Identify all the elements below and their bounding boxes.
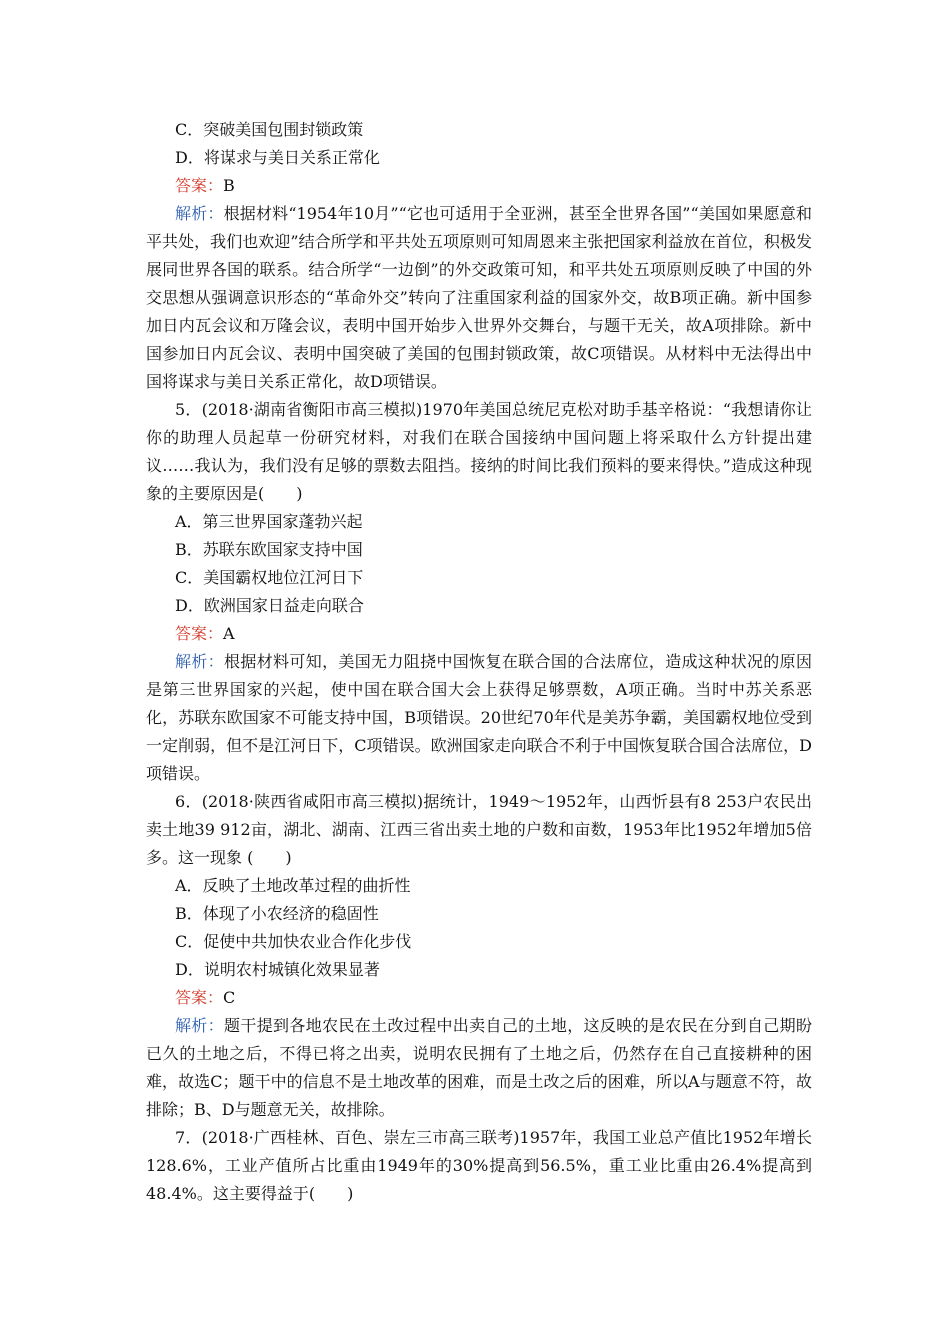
analysis-text: 根据材料“1954年10月”“它也可适用于全亚洲，甚至全世界各国”“美国如果愿意和平共处，我们也欢迎”结合所学和平共处五项原则可知周恩来主张把国家利益放在首位，积极发展同世界各国的联系。结合所学“一边倒”的外交政策可知，和平共处五项原则反映了中国的外交思想从强调意识形态的“革命外交”转向了注重国家利益的国家外交，故B项正确。新中国参加日内瓦会议和万隆会议，表明中国开始步入世界外交舞台，与题干无关，故A项排除。新中国参加日内瓦会议、表明中国突破了美国的包围封锁政策，故C项错误。从材料中无法得出中国将谋求与美日关系正常化，故D项错误。 (146, 204, 812, 391)
analysis-label: 解析： (175, 204, 224, 223)
q6-option-b: B．体现了小农经济的稳固性 (175, 904, 379, 923)
analysis-text: 题干提到各地农民在土改过程中出卖自己的土地，这反映的是农民在分到自己期盼已久的土地之后，不得已将之出卖，说明农民拥有了土地之后，仍然存在自己直接耕种的困难，故选C；题干中的信息不是土地改革的困难，而是土改之后的困难，所以A与题意不符，故排除；B、D与题意无关，故排除。 (146, 1016, 812, 1119)
q4-analysis (146, 200, 812, 396)
q6-option-d: D．说明农村城镇化效果显著 (175, 960, 380, 979)
analysis-text: 根据材料可知，美国无力阻挠中国恢复在联合国的合法席位，造成这种状况的原因是第三世界国家的兴起，使中国在联合国大会上获得足够票数，A项正确。当时中苏关系恶化，苏联东欧国家不可能支持中国，B项错误。20世纪70年代是美苏争霸，美国霸权地位受到一定削弱，但不是江河日下，C项错误。欧洲国家走向联合不利于中国恢复联合国合法席位，D项错误。 (146, 652, 812, 783)
q6-option-c: C．促使中共加快农业合作化步伐 (175, 932, 412, 951)
q7-stem: 7．(2018·广西桂林、百色、崇左三市高三联考)1957年，我国工业总产值比1952年增长128.6%，工业产值所占比重由1949年的30%提高到56.5%，重工业比重由26.4%提高到48.4%。这主要得益于( ) (146, 1128, 812, 1203)
q6-stem: 6．(2018·陕西省咸阳市高三模拟)据统计，1949～1952年，山西忻县有8 253户农民出卖土地39 912亩，湖北、湖南、江西三省出卖土地的户数和亩数，1953年比1952年增加5倍多。这一现象 ( ) (146, 792, 812, 867)
q5-answer (146, 620, 812, 648)
q4-option-d: D．将谋求与美日关系正常化 (175, 148, 380, 167)
answer-value: A (223, 624, 235, 643)
q4-option-c: C．突破美国包围封锁政策 (175, 120, 364, 139)
q5-option-d: D．欧洲国家日益走向联合 (175, 596, 364, 615)
q6-option-a: A．反映了土地改革过程的曲折性 (175, 876, 411, 895)
answer-label: 答案： (175, 176, 224, 195)
answer-value: B (223, 176, 235, 195)
answer-label: 答案： (175, 988, 224, 1007)
q5-analysis (146, 648, 812, 788)
analysis-label: 解析： (175, 652, 225, 671)
analysis-label: 解析： (175, 1016, 225, 1035)
q5-option-b: B．苏联东欧国家支持中国 (175, 540, 363, 559)
document-page (146, 116, 812, 1208)
answer-label: 答案： (175, 624, 224, 643)
q5-option-c: C．美国霸权地位江河日下 (175, 568, 364, 587)
answer-value: C (223, 988, 236, 1007)
q5-option-a: A．第三世界国家蓬勃兴起 (175, 512, 363, 531)
q4-answer (146, 172, 812, 200)
q5-stem: 5．(2018·湖南省衡阳市高三模拟)1970年美国总统尼克松对助手基辛格说：“我想请你让你的助理人员起草一份研究材料，对我们在联合国接纳中国问题上将采取什么方针提出建议……我认为，我们没有足够的票数去阻挡。接纳的时间比我们预料的要来得快。”造成这种现象的主要原因是( ) (146, 400, 812, 503)
q6-answer (146, 984, 812, 1012)
q6-analysis (146, 1012, 812, 1124)
